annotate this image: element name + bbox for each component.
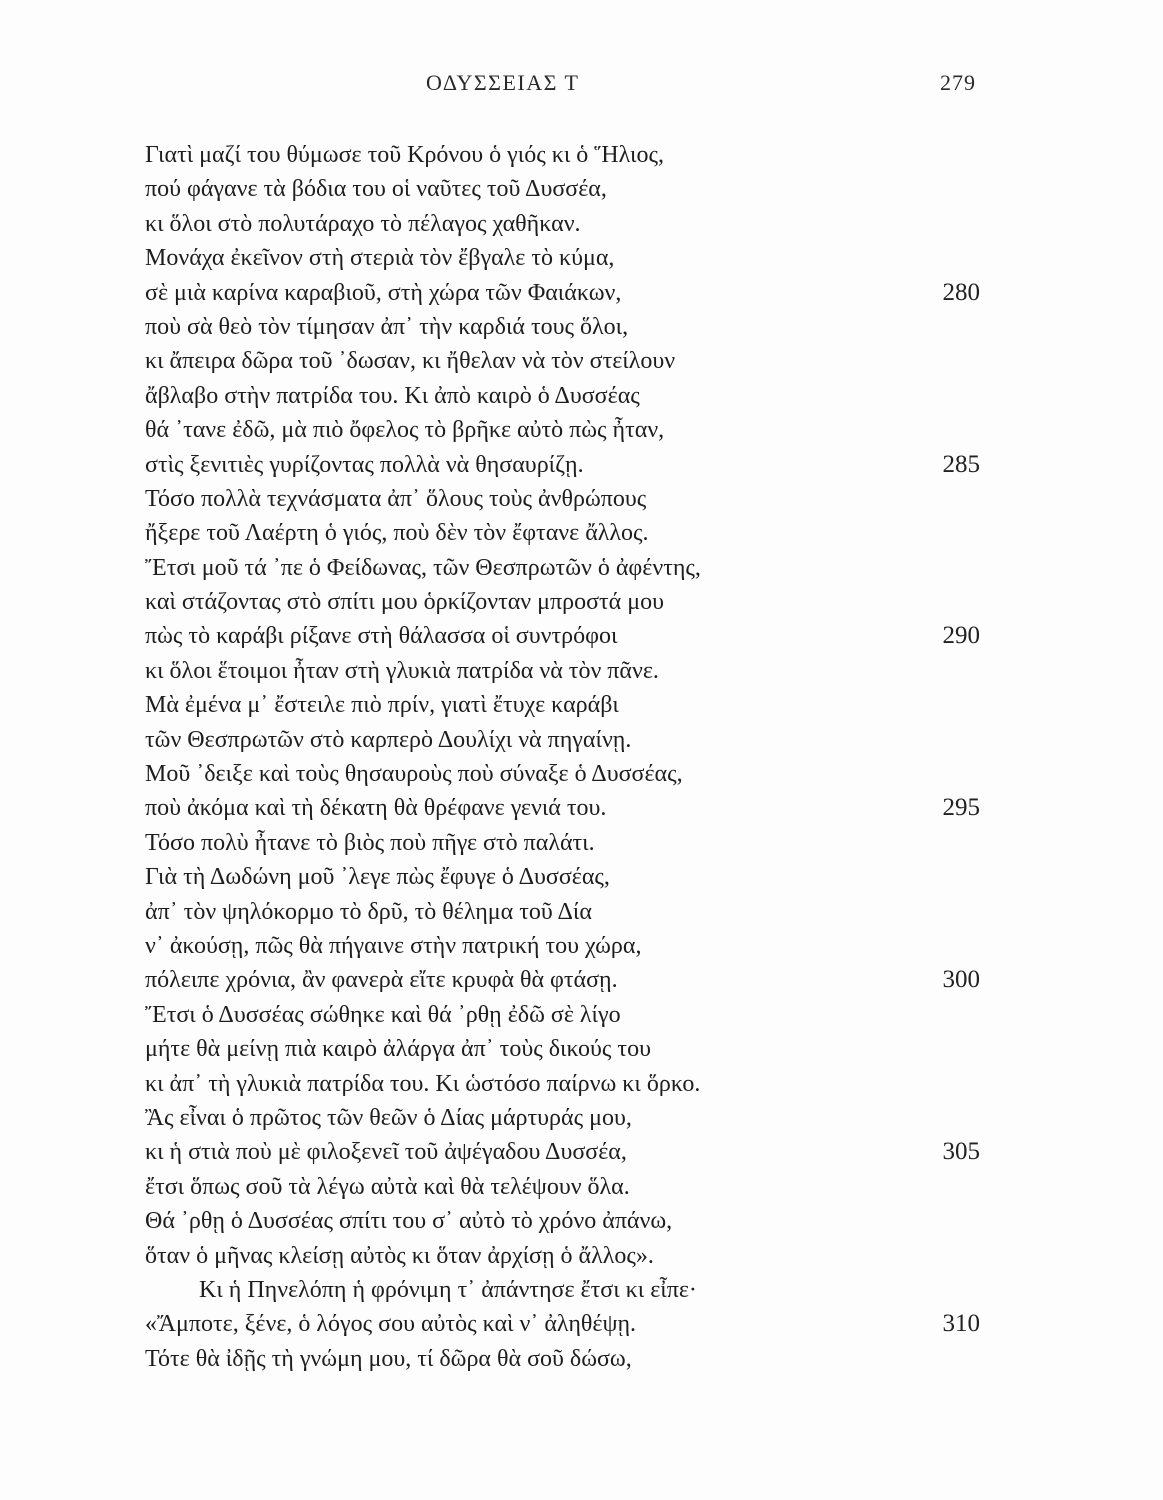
verse-line xyxy=(0,654,1163,688)
verse-text: Μοῦ ᾽δειξε καὶ τοὺς θησαυροὺς ποὺ σύναξε ὁ Δυσσέας, xyxy=(145,761,683,788)
line-number: 305 xyxy=(942,1138,980,1166)
verse-text: κι ἡ στιὰ ποὺ μὲ φιλοξενεῖ τοῦ ἀψέγαδου Δυσσέα, xyxy=(145,1139,627,1166)
verse-text: κι ἀπ᾽ τὴ γλυκιὰ πατρίδα του. Κι ὡστόσο παίρνω κι ὅρκο. xyxy=(145,1070,701,1097)
verse-line xyxy=(0,688,1163,722)
verse-text: ἔτσι ὅπως σοῦ τὰ λέγω αὐτὰ καὶ θὰ τελέψουν ὅλα. xyxy=(145,1173,630,1200)
verse-text: κι ὅλοι στὸ πολυτάραχο τὸ πέλαγος χαθῆκαν. xyxy=(145,210,581,237)
verse-line xyxy=(0,1170,1163,1204)
verse-line xyxy=(0,1135,1163,1169)
verse-line xyxy=(0,1273,1163,1307)
verse-line xyxy=(0,310,1163,344)
verse-line xyxy=(0,1239,1163,1273)
verse-text: Ἔτσι ὁ Δυσσέας σώθηκε καὶ θά ᾽ρθῃ ἐδῶ σὲ λίγο xyxy=(145,1001,621,1028)
verse-line xyxy=(0,344,1163,378)
line-number: 280 xyxy=(942,278,980,306)
verse-block xyxy=(0,138,1163,1376)
verse-line xyxy=(0,379,1163,413)
verse-text: Γιὰ τὴ Δωδώνη μοῦ ᾽λεγε πὼς ἔφυγε ὁ Δυσσέας, xyxy=(145,864,610,891)
verse-text: σὲ μιὰ καρίνα καραβιοῦ, στὴ χώρα τῶν Φαιάκων, xyxy=(145,279,622,306)
verse-line xyxy=(0,619,1163,653)
verse-text: ἀπ᾽ τὸν ψηλόκορμο τὸ δρῦ, τὸ θέλημα τοῦ Δία xyxy=(145,898,592,925)
verse-line xyxy=(0,826,1163,860)
verse-line xyxy=(0,1307,1163,1341)
verse-text: Τόσο πολλὰ τεχνάσματα ἀπ᾽ ὅλους τοὺς ἀνθρώπους xyxy=(145,485,647,512)
line-number: 310 xyxy=(942,1310,980,1338)
verse-text: Μὰ ἐμένα μ᾽ ἔστειλε πιὸ πρίν, γιατὶ ἔτυχε καράβι xyxy=(145,692,619,719)
running-head xyxy=(0,70,1163,100)
line-number: 295 xyxy=(942,794,980,822)
verse-text: ποὺ σὰ θεὸ τὸν τίμησαν ἀπ᾽ τὴν καρδιά τους ὅλοι, xyxy=(145,313,629,340)
verse-line xyxy=(0,448,1163,482)
verse-text: Μονάχα ἐκεῖνον στὴ στεριὰ τὸν ἔβγαλε τὸ κύμα, xyxy=(145,245,615,272)
verse-text: μήτε θὰ μείνῃ πιὰ καιρὸ ἀλάργα ἀπ᾽ τοὺς δικούς του xyxy=(145,1036,651,1063)
verse-text: πού φάγανε τὰ βόδια του οἱ ναῦτες τοῦ Δυσσέα, xyxy=(145,176,607,203)
verse-text: κι ἄπειρα δῶρα τοῦ ᾽δωσαν, κι ἤθελαν νὰ τὸν στείλουν xyxy=(145,348,676,375)
verse-line xyxy=(0,1101,1163,1135)
verse-line xyxy=(0,413,1163,447)
verse-text: ἄβλαβο στὴν πατρίδα του. Κι ἀπὸ καιρὸ ὁ Δυσσέας xyxy=(145,382,640,409)
verse-text: ἤξερε τοῦ Λαέρτη ὁ γιός, ποὺ δὲν τὸν ἔφτανε ἄλλος. xyxy=(145,520,649,547)
verse-text: καὶ στάζοντας στὸ σπίτι μου ὁρκίζονταν μπροστά μου xyxy=(145,589,664,616)
line-number: 290 xyxy=(942,622,980,650)
verse-text: ποὺ ἀκόμα καὶ τὴ δέκατη θὰ θρέφανε γενιά του. xyxy=(145,795,607,822)
verse-line xyxy=(0,723,1163,757)
verse-line xyxy=(0,757,1163,791)
verse-text: Θά ᾽ρθῃ ὁ Δυσσέας σπίτι του σ᾽ αὐτὸ τὸ χρόνο ἀπάνω, xyxy=(145,1208,673,1235)
page-number: 279 xyxy=(940,70,976,95)
verse-line xyxy=(0,172,1163,206)
verse-line xyxy=(0,1342,1163,1376)
verse-line xyxy=(0,1032,1163,1066)
verse-line xyxy=(0,585,1163,619)
verse-text: κι ὅλοι ἕτοιμοι ἦταν στὴ γλυκιὰ πατρίδα νὰ τὸν πᾶνε. xyxy=(145,657,659,684)
verse-text: Ἔτσι μοῦ τά ᾽πε ὁ Φείδωνας, τῶν Θεσπρωτῶν ὁ ἀφέντης, xyxy=(145,554,701,581)
verse-text: τῶν Θεσπρωτῶν στὸ καρπερὸ Δουλίχι νὰ πηγαίνῃ. xyxy=(145,726,632,753)
verse-line xyxy=(0,241,1163,275)
verse-line xyxy=(0,551,1163,585)
verse-line xyxy=(0,1204,1163,1238)
verse-line xyxy=(0,895,1163,929)
verse-text: ὅταν ὁ μῆνας κλείσῃ αὐτὸς κι ὅταν ἀρχίσῃ ὁ ἄλλος». xyxy=(145,1242,654,1269)
verse-line xyxy=(0,516,1163,550)
verse-text: Κι ἡ Πηνελόπη ἡ φρόνιμη τ᾽ ἀπάντησε ἔτσι κι εἶπε· xyxy=(199,1276,697,1303)
verse-text: Τόσο πολὺ ἦτανε τὸ βιὸς ποὺ πῆγε στὸ παλάτι. xyxy=(145,829,595,856)
verse-line xyxy=(0,929,1163,963)
line-number: 300 xyxy=(942,966,980,994)
verse-line xyxy=(0,860,1163,894)
verse-text: Τότε θὰ ἰδῇς τὴ γνώμη μου, τί δῶρα θὰ σοῦ δώσω, xyxy=(145,1345,632,1372)
verse-text: ν᾽ ἀκούσῃ, πῶς θὰ πήγαινε στὴν πατρική του χώρα, xyxy=(145,932,642,959)
verse-line xyxy=(0,1067,1163,1101)
verse-text: Γιατὶ μαζί του θύμωσε τοῦ Κρόνου ὁ γιός κι ὁ Ἥλιος, xyxy=(145,142,664,168)
verse-text: πόλειπε χρόνια, ἂν φανερὰ εἴτε κρυφὰ θὰ φτάσῃ. xyxy=(145,967,618,994)
verse-line xyxy=(0,207,1163,241)
verse-text: στὶς ξενιτιὲς γυρίζοντας πολλὰ νὰ θησαυρίζῃ. xyxy=(145,451,584,478)
verse-line xyxy=(0,276,1163,310)
running-title: ΟΔΥΣΣΕΙΑΣ Τ xyxy=(426,70,580,95)
verse-text: «Ἄμποτε, ξένε, ὁ λόγος σου αὐτὸς καὶ ν᾽ ἀληθέψῃ. xyxy=(145,1311,637,1338)
verse-line xyxy=(0,138,1163,172)
verse-line xyxy=(0,963,1163,997)
verse-line xyxy=(0,998,1163,1032)
verse-text: πὼς τὸ καράβι ρίξανε στὴ θάλασσα οἱ συντρόφοι xyxy=(145,623,618,650)
verse-text: θά ᾽τανε ἐδῶ, μὰ πιὸ ὄφελος τὸ βρῆκε αὐτὸ πὼς ἦταν, xyxy=(145,417,665,444)
verse-line xyxy=(0,791,1163,825)
verse-text: Ἂς εἶναι ὁ πρῶτος τῶν θεῶν ὁ Δίας μάρτυράς μου, xyxy=(145,1104,632,1131)
line-number: 285 xyxy=(942,450,980,478)
verse-line xyxy=(0,482,1163,516)
